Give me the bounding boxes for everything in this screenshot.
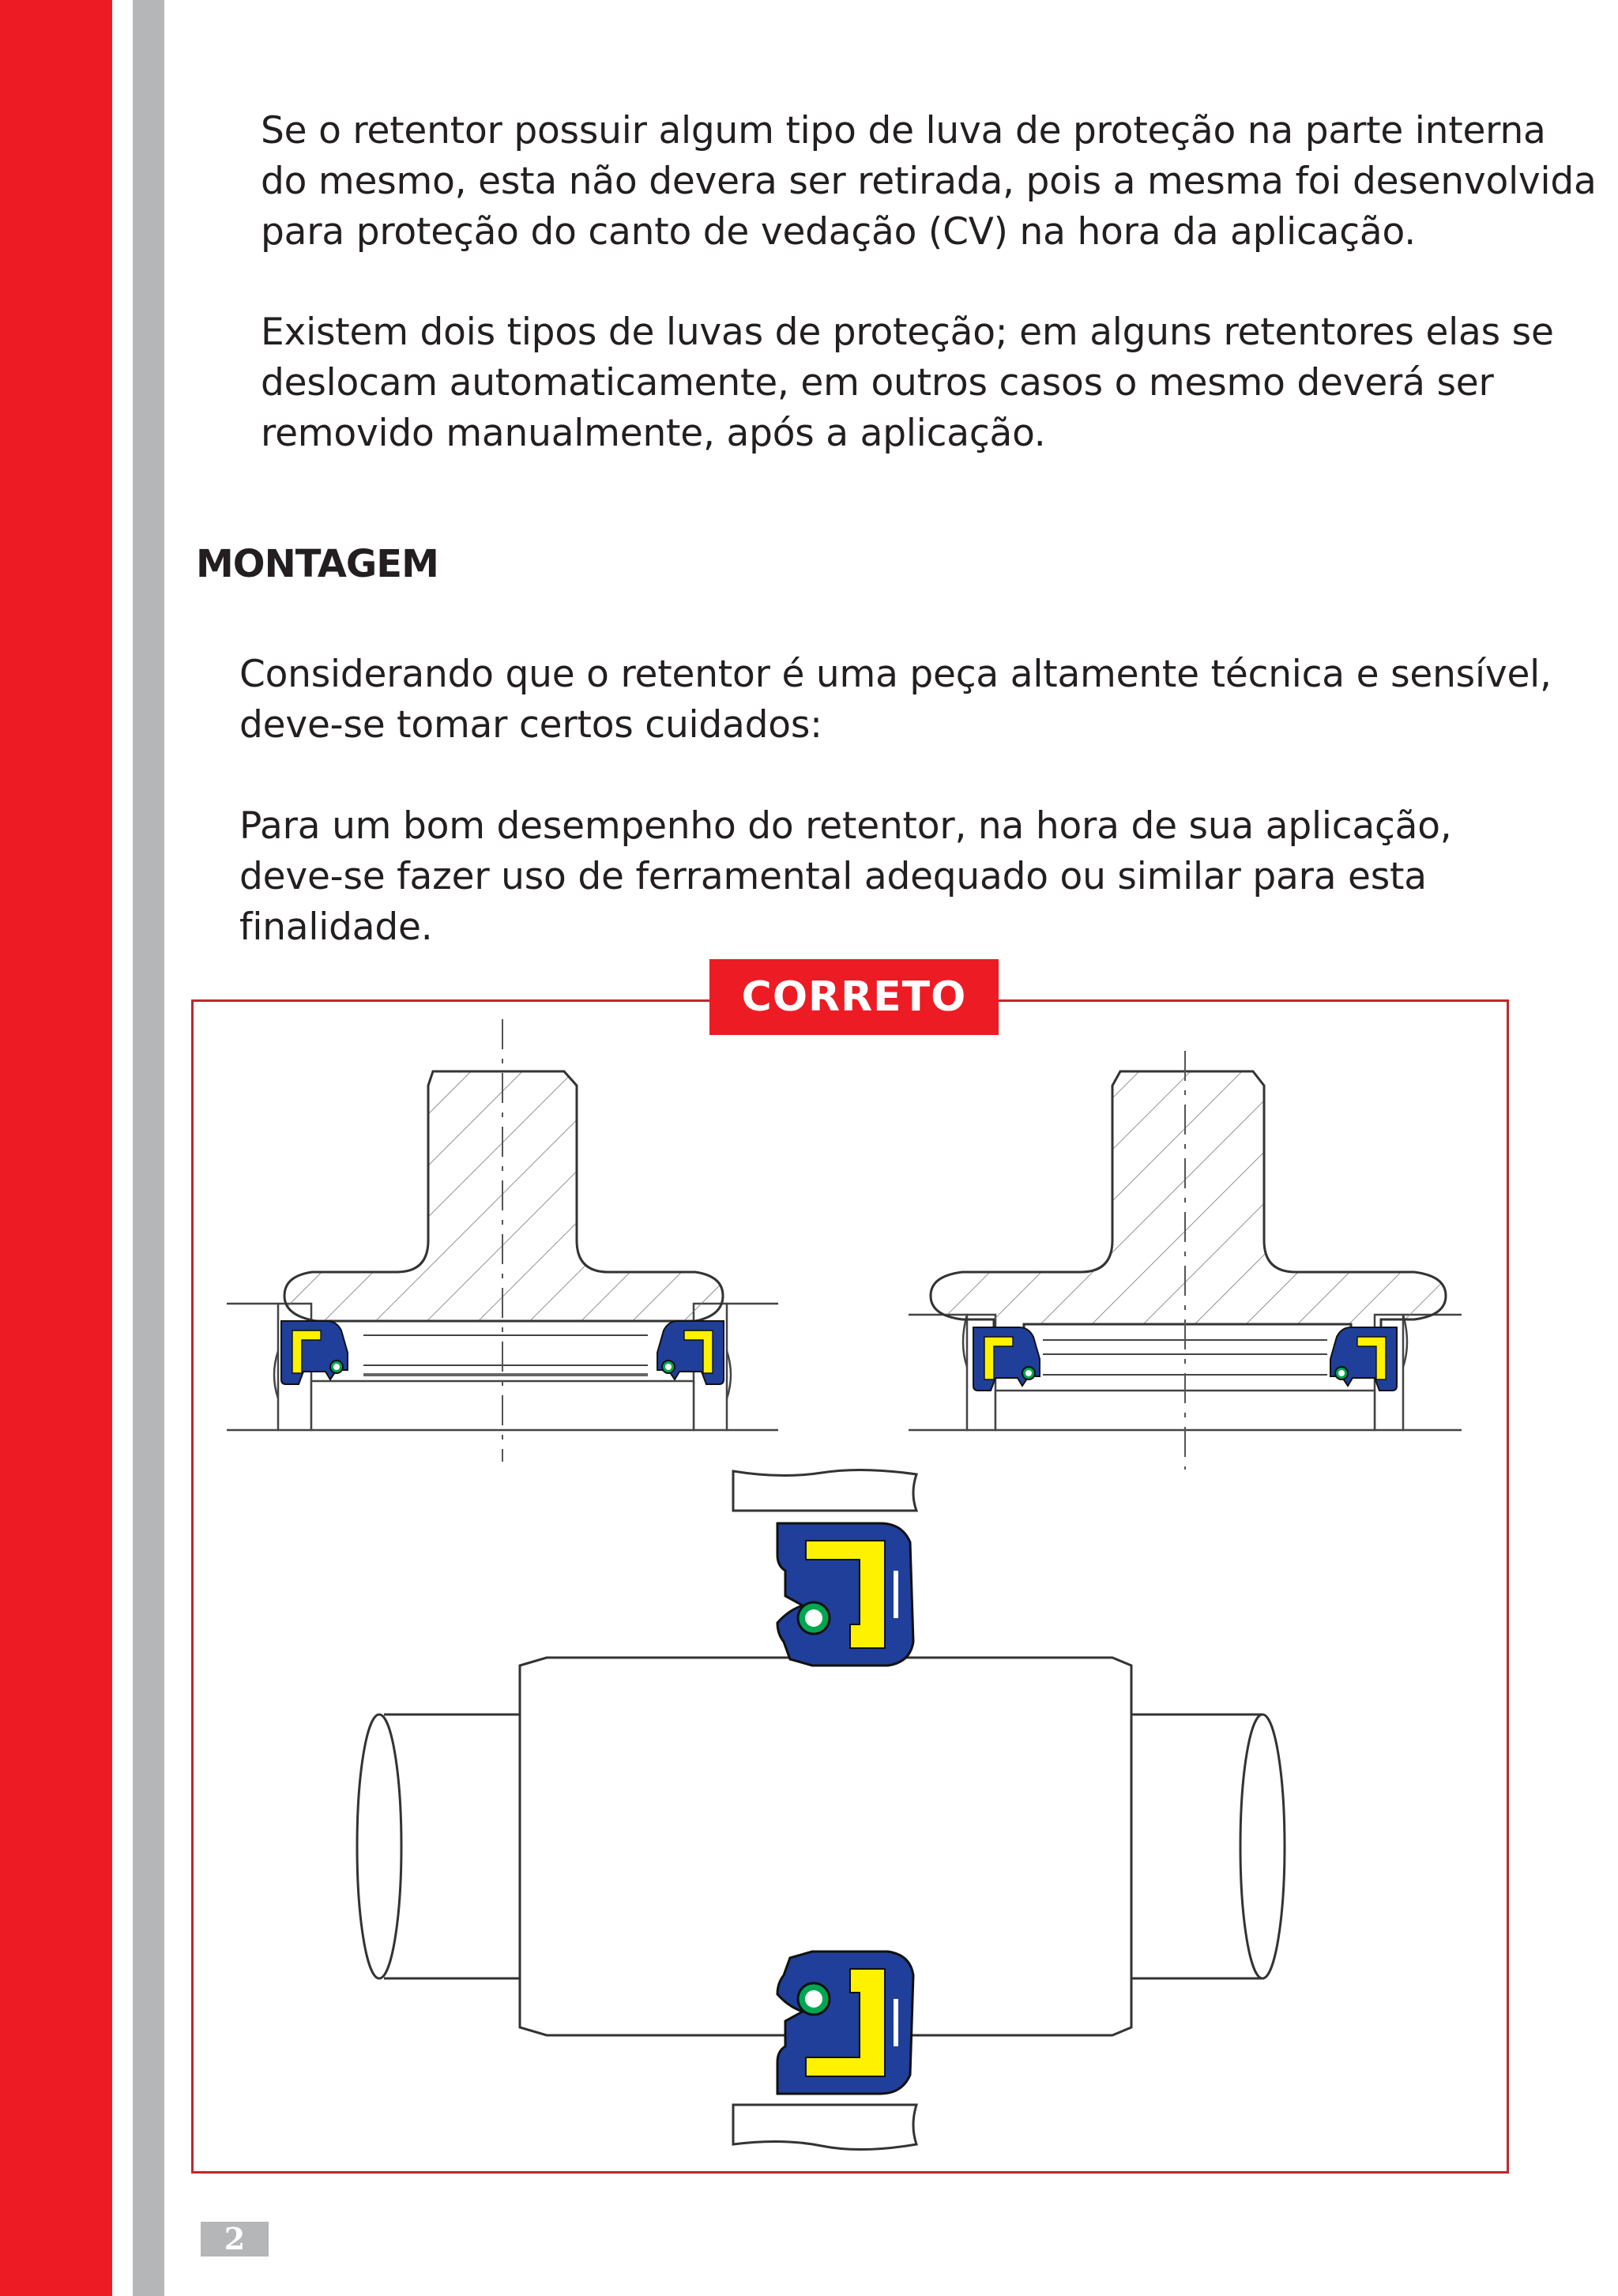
section-heading: MONTAGEM: [196, 542, 438, 586]
shaft-detail: [357, 1470, 1285, 2149]
paragraph-care: Considerando que o retentor é uma peça altamente técnica e sensível, deve-se tomar certos cuidados:: [239, 653, 1552, 747]
paragraph-sleeve-types: Existem dois tipos de luvas de proteção; em alguns retentores elas se deslocam automaticamente, em outros casos o mesmo deverá ser removido manualmente, após a aplicação.: [261, 311, 1554, 455]
figure-label: CORRETO: [709, 959, 999, 1035]
page-number: 2: [201, 2222, 269, 2256]
assembly-left: [227, 1019, 778, 1462]
assembly-right: [909, 1051, 1462, 1470]
paragraph-tooling: Para um bom desempenho do retentor, na hora de sua aplicação, deve-se fazer uso de ferramental adequado ou similar para esta finalidade.: [239, 804, 1452, 949]
paragraph-protection-sleeve: Se o retentor possuir algum tipo de luva de proteção na parte interna do mesmo, esta não devera ser retirada, pois a mesma foi desenvolvida para proteção do canto de vedação (CV) na hora da aplicação.: [261, 109, 1597, 254]
